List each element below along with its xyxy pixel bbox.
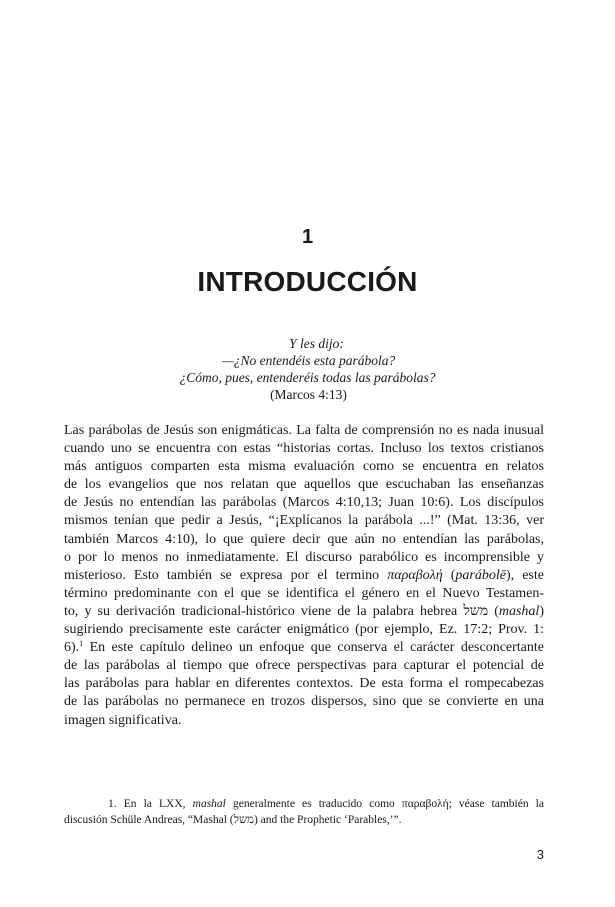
line-text: 6). (64, 640, 80, 656)
paragraph-line: imagen significativa. (64, 712, 182, 728)
paragraph-line: de Jesús no entendían las parábolas (Marcos 4:10,13; Juan 10:6). Los discípulos (64, 495, 544, 511)
line-text: En este capítulo delineo un enfoque que conserva el carácter desconcertante (83, 640, 544, 656)
paragraph-line: de las parábolas al tiempo que ofrece perspectivas para capturar el potencial de (64, 658, 544, 674)
footnote-number: 1. (108, 798, 117, 810)
hebrew-term: משל (463, 603, 489, 619)
paragraph-line: mismos tenían que pedir a Jesús, “¡Explícanos la parábola ...!” (Mat. 13:36, ver (64, 513, 544, 529)
paragraph-line-hebrew: to, y su derivación tradicional-histórico viene de la palabra hebrea משל (mashal) (64, 603, 544, 619)
paragraph-line: sugiriendo precisamente este carácter enigmático (por ejemplo, Ez. 17:2; Prov. 1: (64, 622, 544, 638)
footnote-term: mashal (192, 798, 226, 810)
paragraph-line-greek: misterioso. Esto también se expresa por el termino παραβολή (parábolē), este (64, 567, 544, 583)
paragraph-line: más antiguos comparten esta misma evaluación como se encuentra en relatos (64, 459, 544, 475)
paragraph-line: de los evangelios que nos relatan que aquellos que escuchaban las enseñanzas (64, 477, 544, 493)
footnote-line: discusión Schüle Andreas, “Mashal (משל) and the Prophetic ‘Parables,’”. (64, 814, 402, 826)
epigraph-line: Y les dijo: (289, 336, 344, 351)
line-text: misterioso. Esto también se expresa por el termino (64, 567, 388, 583)
hebrew-transliteration: mashal (498, 603, 540, 619)
footnote-line (64, 796, 544, 812)
greek-term: παραβολή (387, 567, 443, 583)
paragraph-line: de las parábolas no permanece en trozos dispersos, sino que se convierte en una (64, 694, 544, 710)
epigraph-line: ¿Cómo, pues, entenderéis todas las parábolas? (179, 370, 436, 385)
footnote-text: generalmente es traducido como παραβολή; véase también la (225, 798, 544, 810)
paragraph-line: Las parábolas de Jesús son enigmáticas. La falta de comprensión no es nada inusual (64, 423, 544, 438)
footnote-text: En la LXX, (116, 798, 193, 810)
paragraph-line: también Marcos 4:10), lo que quiere decir que aún no entendían las parábolas, (64, 531, 544, 547)
footnote (64, 796, 544, 828)
chapter-title: INTRODUCCIÓN (197, 266, 418, 297)
paragraph-line: o por lo menos no inmediatamente. El discurso parabólico es incomprensible y (64, 549, 544, 565)
epigraph (0, 335, 615, 403)
body-paragraph (64, 422, 544, 730)
chapter-number: 1 (301, 226, 314, 248)
paragraph-line: las parábolas para hablar en diferentes contextos. De esta forma el rompecabezas (64, 676, 544, 692)
paragraph-line: cuando uno se encuentra con estas “historias cortas. Incluso los textos cristianos (64, 441, 544, 457)
page-number: 3 (536, 847, 544, 862)
epigraph-citation: (Marcos 4:13) (270, 387, 347, 402)
line-text: ) (539, 603, 544, 619)
epigraph-line: —¿No entendéis esta parábola? (221, 353, 396, 368)
footnote-reference[interactable]: 1 (79, 639, 84, 649)
paragraph-line-footref (64, 639, 544, 657)
paragraph-line: término predominante con el que se identifica el género en el Nuevo Testamen- (64, 585, 544, 601)
greek-transliteration: parábolē (455, 567, 506, 583)
line-text: to, y su derivación tradicional-histórico viene de la palabra hebrea (64, 603, 464, 619)
line-text: ), este (505, 567, 544, 583)
